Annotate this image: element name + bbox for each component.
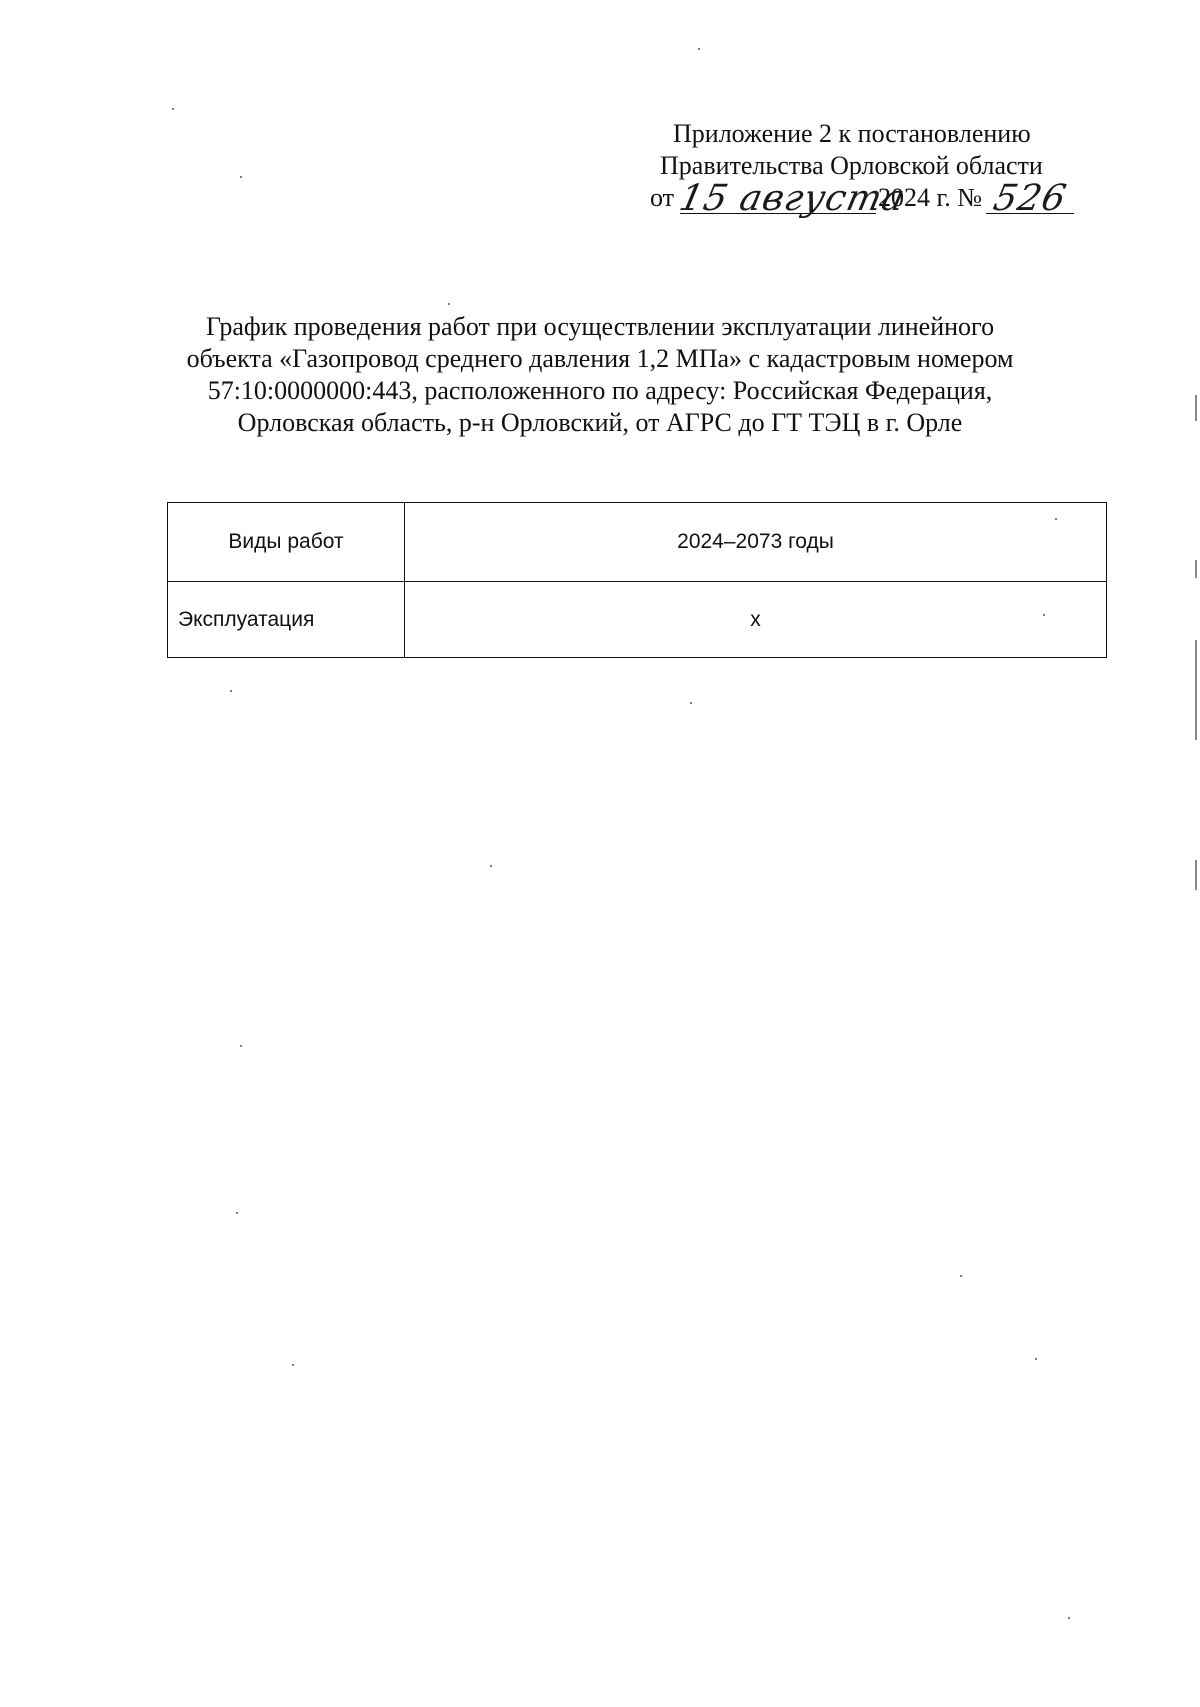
scan-speck xyxy=(236,1212,238,1214)
scan-edge-mark xyxy=(1195,640,1197,740)
title-line-2: объекта «Газопровод среднего давления 1,2 МПа» с кадастровым номером xyxy=(186,344,1014,373)
title-line-4: Орловская область, р-н Орловский, от АГРС до ГТ ТЭЦ в г. Орле xyxy=(237,408,963,437)
date-prefix: от xyxy=(650,183,675,212)
scan-speck xyxy=(1055,518,1057,520)
scan-edge-mark xyxy=(1195,560,1197,578)
scan-speck xyxy=(292,1364,294,1366)
handwritten-date: 15 августа xyxy=(675,178,910,219)
table-header-row xyxy=(168,503,1107,582)
scan-edge-mark xyxy=(1195,395,1197,421)
scan-speck xyxy=(960,1275,962,1277)
appendix-date-row xyxy=(650,178,1074,219)
table-header-cell: Виды работ xyxy=(168,503,405,582)
table-cell-work-type: Эксплуатация xyxy=(168,582,405,658)
appendix-date-line xyxy=(600,178,1120,219)
scan-speck xyxy=(690,702,692,704)
scan-speck xyxy=(448,303,450,305)
handwritten-number: 526 xyxy=(989,178,1071,219)
scan-speck xyxy=(698,48,700,50)
schedule-table xyxy=(167,502,1107,658)
number-field xyxy=(986,178,1074,219)
appendix-line-1: Приложение 2 к постановлению xyxy=(673,119,1031,148)
scan-speck xyxy=(230,690,232,692)
year-and-number-label: 2024 г. № xyxy=(878,183,983,212)
scan-edge-mark xyxy=(1195,860,1197,890)
title-line-3: 57:10:0000000:443, расположенного по адресу: Российская Федерация, xyxy=(207,376,993,405)
table-row xyxy=(168,582,1107,658)
appendix-line-2: Правительства Орловской области xyxy=(660,151,1043,180)
table-cell-mark: х xyxy=(405,582,1107,658)
document-title xyxy=(120,311,1080,439)
scan-speck xyxy=(172,108,174,110)
table-header-cell: 2024–2073 годы xyxy=(405,503,1107,582)
appendix-reference xyxy=(600,118,1120,219)
scan-speck xyxy=(240,176,242,178)
scan-speck xyxy=(1068,1617,1070,1619)
scan-speck xyxy=(490,865,492,867)
date-field xyxy=(675,178,910,219)
scan-speck xyxy=(1035,1358,1037,1360)
scan-speck xyxy=(240,1045,242,1047)
scan-speck xyxy=(1043,614,1045,616)
title-line-1: График проведения работ при осуществлении эксплуатации линейного xyxy=(205,312,995,341)
